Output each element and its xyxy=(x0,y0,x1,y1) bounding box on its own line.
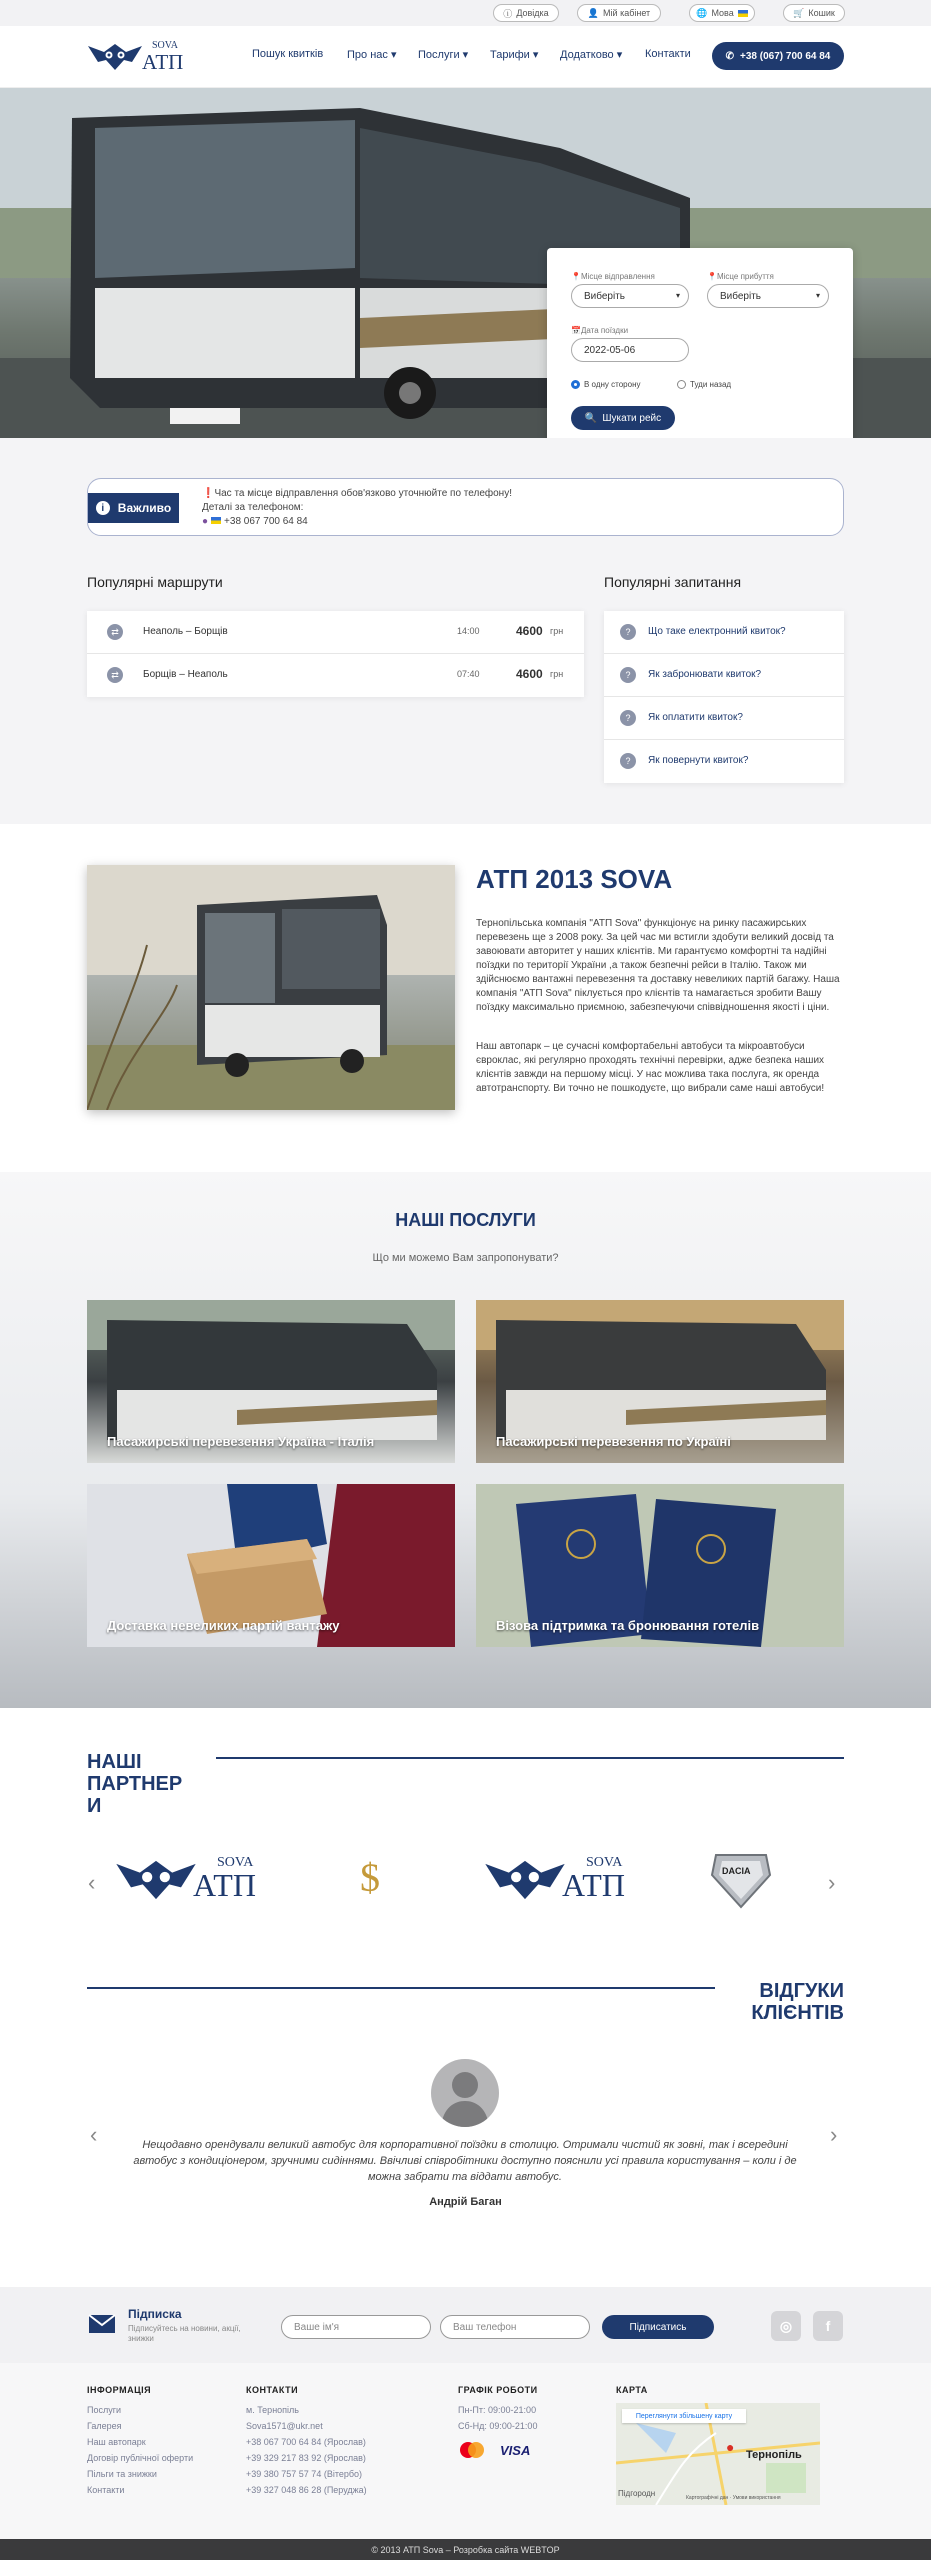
name-placeholder: Ваше ім'я xyxy=(294,2321,340,2333)
chevron-down-icon: ▾ xyxy=(532,49,539,61)
service-card[interactable] xyxy=(476,1300,844,1463)
about-paragraph-1: Тернопільська компанія "АТП Sova" функціонує на ринку пасажирських перевезень ще з 2008 року. За цей час ми встигли здобути великий досвід та завоювати авторитет у наших клієнтів. Ми гарантуємо комфортні та надійні поїздки по території України ,а також безпечні рейси в Італію. Також ми здійснюємо вантажні перевезення та доставку невеликих партій багажу. Наша компанія "АТП Sova" піклується про клієнтів та намагається зробити Вашу поїздку максимально приємною, забезпечуючи співвідношення якості і ціни. xyxy=(476,918,840,1013)
important-notice xyxy=(87,478,844,536)
owl-logo-icon xyxy=(482,1855,568,1905)
route-arrows-icon: ⇄ xyxy=(107,667,123,683)
subscribe-button[interactable] xyxy=(602,2315,714,2339)
to-select-value: Виберіть xyxy=(720,290,762,302)
partner-logo-small-text: SOVA xyxy=(217,1855,254,1870)
dacia-label: DACIA xyxy=(722,1866,751,1876)
date-input-value: 2022-05-06 xyxy=(584,344,636,356)
footer-link[interactable]: Пільги та знижки xyxy=(87,2469,157,2479)
chevron-down-icon: ▾ xyxy=(616,49,623,61)
subscribe-name-input[interactable] xyxy=(281,2315,431,2339)
question-icon: ? xyxy=(620,624,636,640)
to-select[interactable] xyxy=(707,284,829,308)
route-time: 07:40 xyxy=(457,669,480,679)
faq-question: Що таке електронний квиток? xyxy=(648,626,786,637)
nav-search-tickets[interactable]: Пошук квитків xyxy=(252,48,324,60)
faq-title: Популярні запитання xyxy=(604,574,742,590)
important-tag xyxy=(88,493,179,523)
service-label: Пасажирські перевезення по Україні xyxy=(496,1434,731,1449)
footer-phone[interactable]: +38 067 700 64 84 (Ярослав) xyxy=(246,2437,366,2447)
help-label: Довідка xyxy=(516,8,549,18)
logo[interactable] xyxy=(86,40,192,74)
faq-question: Як забронювати квиток? xyxy=(648,669,762,680)
search-icon: 🔍 xyxy=(584,412,598,424)
reviewer-avatar xyxy=(431,2059,499,2127)
dacia-shield-icon xyxy=(708,1851,774,1909)
footer-phone[interactable]: +39 329 217 83 92 (Ярослав) xyxy=(246,2453,366,2463)
route-price: 4600 xyxy=(516,624,543,638)
footer-info-title: ІНФОРМАЦІЯ xyxy=(87,2385,152,2395)
services-subtitle: Що ми можемо Вам запропонувати? xyxy=(372,1252,559,1264)
help-link[interactable] xyxy=(493,4,559,22)
partners-next-arrow[interactable]: › xyxy=(828,1870,836,1895)
nav-about-label: Про нас xyxy=(347,49,388,61)
date-label: 📅Дата поїздки xyxy=(571,326,629,335)
about-paragraph-2: Наш автопарк – це сучасні комфортабельні автобуси та мікроавтобуси євроклас, які регулярно проходять технічні перевірки, адже безпека наших клієнтів завжди на першому місці. У нас можлива така послуга, як оренда автотранспорту. Ви точно не пошкодуєте, що вибрали саме наші автобуси! xyxy=(476,1041,825,1094)
cart-link[interactable] xyxy=(783,4,845,22)
route-name: Неаполь – Борщів xyxy=(143,626,228,637)
service-card[interactable] xyxy=(476,1484,844,1647)
reviews-prev-arrow[interactable]: ‹ xyxy=(90,2122,98,2147)
from-select-value: Виберіть xyxy=(584,290,626,302)
notice-phone-text: +38 067 700 64 84 xyxy=(224,516,308,527)
site-footer xyxy=(0,2363,931,2539)
round-trip-radio[interactable] xyxy=(677,380,731,389)
nav-services-label: Послуги xyxy=(418,49,460,61)
map-pin-icon: ● xyxy=(726,2439,735,2455)
exclamation-icon: ❗ xyxy=(202,488,215,499)
reviews-next-arrow[interactable]: › xyxy=(830,2122,838,2147)
footer-email[interactable]: Sova1571@ukr.net xyxy=(246,2421,323,2431)
date-label-text: Дата поїздки xyxy=(580,326,629,335)
question-icon: ? xyxy=(620,710,636,726)
nav-contacts[interactable]: Контакти xyxy=(645,48,691,60)
to-label-text: Місце прибуття xyxy=(716,272,774,281)
question-icon: ? xyxy=(620,667,636,683)
faq-item[interactable] xyxy=(604,740,844,783)
services-title: НАШІ ПОСЛУГИ xyxy=(395,1210,536,1230)
subscribe-title: Підписка xyxy=(128,2307,182,2321)
facebook-icon[interactable]: f xyxy=(813,2311,843,2341)
review-author: Андрій Баган xyxy=(429,2196,502,2208)
cabinet-label: Мій кабінет xyxy=(603,8,651,18)
footer-link[interactable]: Наш автопарк xyxy=(87,2437,146,2447)
reviews-divider xyxy=(87,1987,715,1989)
route-arrows-icon: ⇄ xyxy=(107,624,123,640)
chevron-down-icon: ▾ xyxy=(675,291,680,300)
review-text: Нещодавно орендували великий автобус для корпоративної поїздки в столицю. Отримали чистий як зовні, так і всередині автобус з кондиціонером, зручними сидіннями. Ввічливі співробітники доступно пояснили усі правила користування – коли і де можна забрати та віддати автобус. xyxy=(133,2139,797,2183)
map-city-label: Тернопіль xyxy=(746,2449,802,2461)
partner-logo-big-text: АТП xyxy=(562,1867,625,1903)
routes-title: Популярні маршрути xyxy=(87,574,223,590)
site-header xyxy=(0,26,931,88)
footer-city: м. Тернопіль xyxy=(246,2405,299,2415)
nav-tariffs[interactable] xyxy=(490,48,538,61)
owl-logo-icon xyxy=(113,1855,199,1905)
route-time: 14:00 xyxy=(457,626,480,636)
subscribe-subtitle: Підписуйтесь на новини, акції, знижки xyxy=(128,2324,241,2343)
top-bar xyxy=(0,0,931,26)
one-way-radio[interactable] xyxy=(571,380,640,389)
cart-icon: 🛒 xyxy=(793,7,805,18)
partner-logo-atp[interactable] xyxy=(113,1855,265,1905)
copyright-bar: © 2013 АТП Sova – Розробка сайта WEBTOP xyxy=(0,2539,931,2560)
footer-link[interactable]: Послуги xyxy=(87,2405,122,2415)
chevron-down-icon: ▾ xyxy=(815,291,820,300)
info-icon: ⓘ xyxy=(503,8,513,19)
important-tag-label: Важливо xyxy=(117,501,172,515)
map-embed[interactable] xyxy=(616,2403,820,2505)
faq-question: Як повернути квиток? xyxy=(648,755,749,766)
hero-banner xyxy=(0,88,931,438)
service-label: Візова підтримка та бронювання готелів xyxy=(496,1618,760,1633)
radio-unchecked-icon xyxy=(677,380,686,389)
notice-phone xyxy=(202,515,512,529)
subscribe-section xyxy=(0,2287,931,2363)
phone-placeholder: Ваш телефон xyxy=(453,2321,517,2333)
faq-list xyxy=(604,611,844,783)
date-input[interactable] xyxy=(571,338,689,362)
nav-services[interactable] xyxy=(418,48,468,61)
question-icon: ? xyxy=(620,753,636,769)
footer-contacts-title: КОНТАКТИ xyxy=(246,2385,299,2395)
info-circle-icon: i xyxy=(96,501,110,515)
language-selector[interactable] xyxy=(689,4,755,22)
user-avatar-icon xyxy=(431,2059,499,2127)
ukraine-flag-icon xyxy=(211,517,221,524)
footer-hours-weekend: Сб-Нд: 09:00-21:00 xyxy=(458,2421,538,2431)
about-photo-art xyxy=(87,865,455,1110)
partners-divider xyxy=(216,1757,844,1759)
partner-logo-dacia[interactable] xyxy=(708,1851,774,1909)
routes-list xyxy=(87,611,584,697)
nav-additional[interactable] xyxy=(560,48,622,61)
service-card[interactable] xyxy=(87,1484,455,1647)
nav-additional-label: Додатково xyxy=(560,49,614,61)
radio-checked-icon xyxy=(571,380,580,389)
ukraine-flag-icon xyxy=(738,10,748,17)
user-icon: 👤 xyxy=(587,7,600,18)
phone-icon: ✆ xyxy=(725,50,735,62)
notice-text xyxy=(202,487,512,529)
reviews-title: ВІДГУКИ КЛІЄНТІВ xyxy=(751,1980,844,2024)
faq-item[interactable] xyxy=(604,654,844,697)
search-button-label: Шукати рейс xyxy=(602,412,662,424)
owl-logo-icon xyxy=(86,40,144,74)
from-label-text: Місце відправлення xyxy=(580,272,655,281)
visa-logo: VISA xyxy=(500,2443,531,2458)
language-label: Мова xyxy=(711,8,734,18)
cabinet-link[interactable] xyxy=(577,4,661,22)
route-name: Борщів – Неаполь xyxy=(143,669,228,680)
service-label: Пасажирські перевезення Україна - Італія xyxy=(107,1434,375,1449)
map-credits: Картографічні дан · Умови використання xyxy=(686,2495,781,2501)
phone-label: +38 (067) 700 64 84 xyxy=(740,50,831,62)
faq-item[interactable] xyxy=(604,697,844,740)
to-label: 📍Місце прибуття xyxy=(707,272,774,281)
map-enlarge-button[interactable]: Переглянути збільшену карту xyxy=(622,2409,746,2423)
partner-logo-gold-icon[interactable]: $ xyxy=(360,1855,380,1900)
partners-title: НАШІ ПАРТНЕР И xyxy=(87,1751,183,1817)
map-village-label: Підгородн xyxy=(618,2489,656,2498)
mastercard-icon xyxy=(458,2441,486,2459)
partner-logo-small-text: SOVA xyxy=(586,1855,623,1870)
notice-line1 xyxy=(202,487,512,501)
about-bus-photo xyxy=(87,865,455,1110)
instagram-icon[interactable]: ◎ xyxy=(771,2311,801,2341)
phone-button[interactable] xyxy=(712,42,844,70)
faq-question: Як оплатити квиток? xyxy=(648,712,743,723)
footer-link[interactable]: Галерея xyxy=(87,2421,122,2431)
viber-icon: ● xyxy=(202,516,209,527)
service-card[interactable] xyxy=(87,1300,455,1463)
service-label: Доставка невеликих партій вантажу xyxy=(107,1618,340,1633)
footer-hours-weekdays: Пн-Пт: 09:00-21:00 xyxy=(458,2405,537,2415)
partner-logo-atp[interactable] xyxy=(482,1855,634,1905)
round-trip-label: Туди назад xyxy=(690,380,732,389)
ticket-search-form xyxy=(547,248,853,438)
globe-icon: 🌐 xyxy=(696,7,708,18)
faq-item[interactable] xyxy=(604,611,844,654)
route-currency: грн xyxy=(550,626,564,636)
one-way-label: В одну сторону xyxy=(584,380,641,389)
about-title: АТП 2013 SOVA xyxy=(476,864,673,894)
nav-tariffs-label: Тарифи xyxy=(490,49,530,61)
footer-hours-title: ГРАФІК РОБОТИ xyxy=(458,2385,538,2395)
subscribe-phone-input[interactable] xyxy=(440,2315,590,2339)
route-row[interactable] xyxy=(87,611,584,654)
route-currency: грн xyxy=(550,669,564,679)
route-price: 4600 xyxy=(516,667,543,681)
chevron-down-icon: ▾ xyxy=(390,49,397,61)
footer-link[interactable]: Контакти xyxy=(87,2485,125,2495)
logo-big-text: АТП xyxy=(142,50,184,74)
from-select[interactable] xyxy=(571,284,689,308)
notice-line2: Деталі за телефоном: xyxy=(202,502,304,513)
search-button[interactable] xyxy=(571,406,675,430)
subscribe-button-label: Підписатись xyxy=(629,2321,687,2333)
footer-link[interactable]: Договір публічної оферти xyxy=(87,2453,194,2463)
cart-label: Кошик xyxy=(808,8,835,18)
logo-small-text: SOVA xyxy=(152,40,178,51)
chevron-down-icon: ▾ xyxy=(462,49,469,61)
footer-map-title: КАРТА xyxy=(616,2385,648,2395)
from-label: 📍Місце відправлення xyxy=(571,272,655,281)
partner-logo-big-text: АТП xyxy=(193,1867,256,1903)
notice-line1-text: Час та місце відправлення обов'язково уточнюйте по телефону! xyxy=(214,488,512,499)
services-section xyxy=(0,1172,931,1708)
nav-about[interactable] xyxy=(347,48,396,61)
footer-phone[interactable]: +39 380 757 57 74 (Вітербо) xyxy=(246,2469,363,2479)
mail-icon xyxy=(87,2309,119,2339)
partners-prev-arrow[interactable]: ‹ xyxy=(88,1870,96,1895)
footer-phone[interactable]: +39 327 048 86 28 (Перуджа) xyxy=(246,2485,367,2495)
route-row[interactable] xyxy=(87,654,584,697)
